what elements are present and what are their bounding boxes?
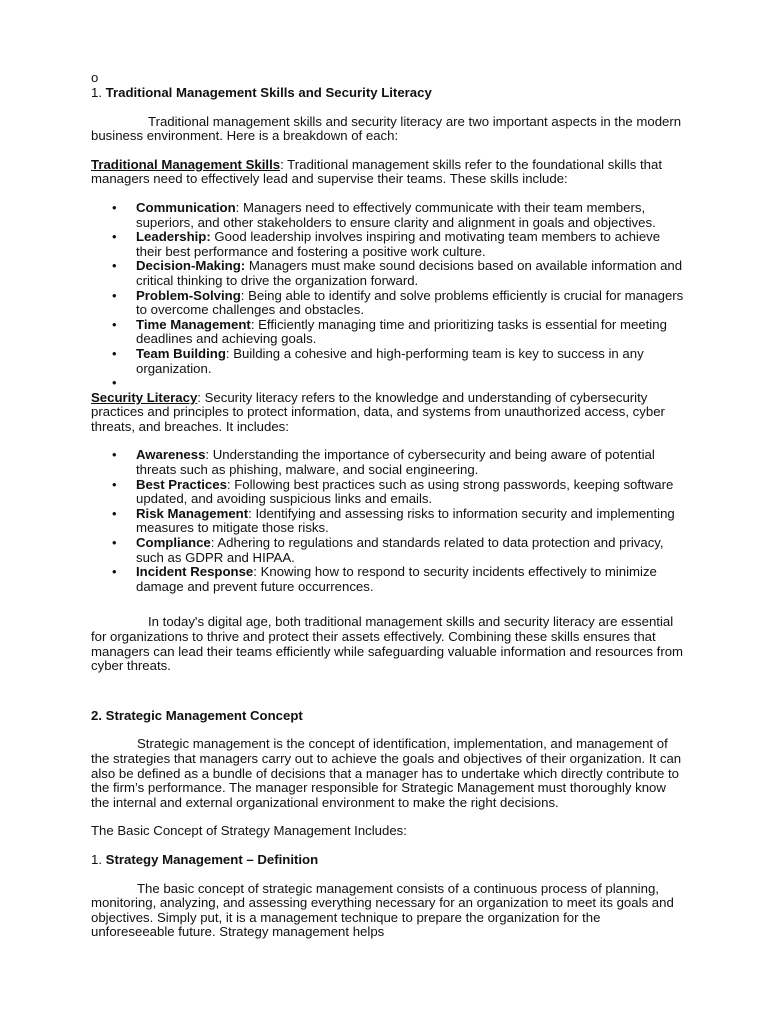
section1-number: 1. (91, 85, 102, 100)
empty-list-item (136, 376, 684, 391)
list-item (136, 347, 684, 376)
item-text: : Being able to identify and solve problems efficiently is crucial for managers to overcome challenges and obstacles. (136, 287, 684, 318)
traditional-skills-term: Traditional Management Skills (91, 156, 281, 172)
item-term: Problem-Solving (136, 287, 241, 303)
list-marker: o (91, 70, 99, 85)
traditional-skills-text: : Traditional management skills refer to the foundational skills that managers need to effectively lead and supervise their teams. These skills include: (91, 156, 662, 187)
item-term: Team Building (136, 345, 226, 361)
section1-conclusion: In today's digital age, both traditional management skills and security literacy are essential for organizations to thrive and protect their assets effectively. Combining these skills ensures that managers can lead their teams efficiently while safeguarding valuable information and resources from cyber threats. (91, 614, 684, 674)
list-item (136, 259, 684, 288)
traditional-skills-list (91, 201, 684, 391)
item-text: : Following best practices such as using strong passwords, keeping software updated, and avoiding suspicious links and emails. (136, 476, 674, 507)
subsection-heading (91, 853, 684, 868)
item-term: Awareness (136, 447, 206, 463)
item-term: Risk Management (136, 505, 249, 521)
section1-title: Traditional Management Skills and Security Literacy (105, 85, 432, 100)
item-text: : Understanding the importance of cybersecurity and being aware of potential threats such as phishing, malware, and social engineering. (136, 447, 655, 478)
list-item (136, 536, 684, 565)
list-item (136, 201, 684, 230)
item-text: Managers must make sound decisions based on available information and critical thinking to drive the organization forward. (136, 258, 683, 288)
list-item (136, 448, 684, 477)
item-term: Decision-Making: (136, 258, 246, 274)
list-item (136, 289, 684, 318)
security-literacy-term: Security Literacy (91, 389, 198, 405)
section2-heading: 2. Strategic Management Concept (91, 707, 303, 723)
item-term: Communication (136, 199, 236, 215)
item-term: Incident Response (136, 564, 254, 580)
security-literacy-text: : Security literacy refers to the knowledge and understanding of cybersecurity practices and principles to protect information, data, and systems from unauthorized access, cyber threats, and breaches. It includes: (91, 389, 665, 434)
security-literacy-paragraph (91, 391, 684, 435)
list-item (136, 507, 684, 536)
subsection-title: Strategy Management – Definition (105, 851, 319, 867)
list-item (136, 565, 684, 594)
item-text: : Efficiently managing time and prioritizing tasks is essential for meeting deadlines and achieving goals. (136, 316, 667, 347)
item-text: : Managers need to effectively communicate with their team members, superiors, and other stakeholders to ensure clarity and alignment in goals and objectives. (136, 199, 656, 230)
traditional-skills-paragraph (91, 158, 684, 187)
section1-intro: Traditional management skills and security literacy are two important aspects in the modern business environment. Here is a breakdown of each: (91, 113, 682, 144)
security-literacy-list (91, 448, 684, 594)
list-item (136, 230, 684, 259)
item-text: : Identifying and assessing risks to information security and implementing measures to mitigate those risks. (136, 505, 675, 536)
item-text: Good leadership involves inspiring and motivating team members to achieve their best performance and fostering a positive work culture. (136, 229, 661, 259)
subsection-paragraph: The basic concept of strategic management consists of a continuous process of planning, monitoring, analyzing, and assessing everything necessary for an organization to meet its goals and objectives. Simply put, it is a management technique to prepare the organization for the unforeseeable future. Strategy management helps (91, 880, 674, 940)
item-text: : Knowing how to respond to security incidents effectively to minimize damage and prevent future occurrences. (136, 564, 657, 594)
list-item (136, 478, 684, 507)
item-text: : Building a cohesive and high-performing team is key to success in any organization. (136, 345, 644, 376)
basic-concept-line: The Basic Concept of Strategy Management Includes: (91, 823, 407, 839)
section1-heading (91, 86, 684, 101)
item-term: Compliance (136, 535, 211, 551)
section2-paragraph: Strategic management is the concept of identification, implementation, and management of the strategies that managers carry out to achieve the goals and objectives of their organization. It can also be defined as a bundle of decisions that a manager has to undertake which directly contribute to the firm’s performance. The manager responsible for Strategic Management must thoroughly know the internal and external organizational environment to make the right decisions. (91, 736, 682, 810)
subsection-number: 1. (91, 851, 102, 867)
item-text: : Adhering to regulations and standards related to data protection and privacy, such as GDPR and HIPAA. (136, 535, 664, 565)
item-term: Time Management (136, 316, 251, 332)
item-term: Leadership: (136, 229, 211, 245)
list-item (136, 318, 684, 347)
item-term: Best Practices (136, 476, 227, 492)
